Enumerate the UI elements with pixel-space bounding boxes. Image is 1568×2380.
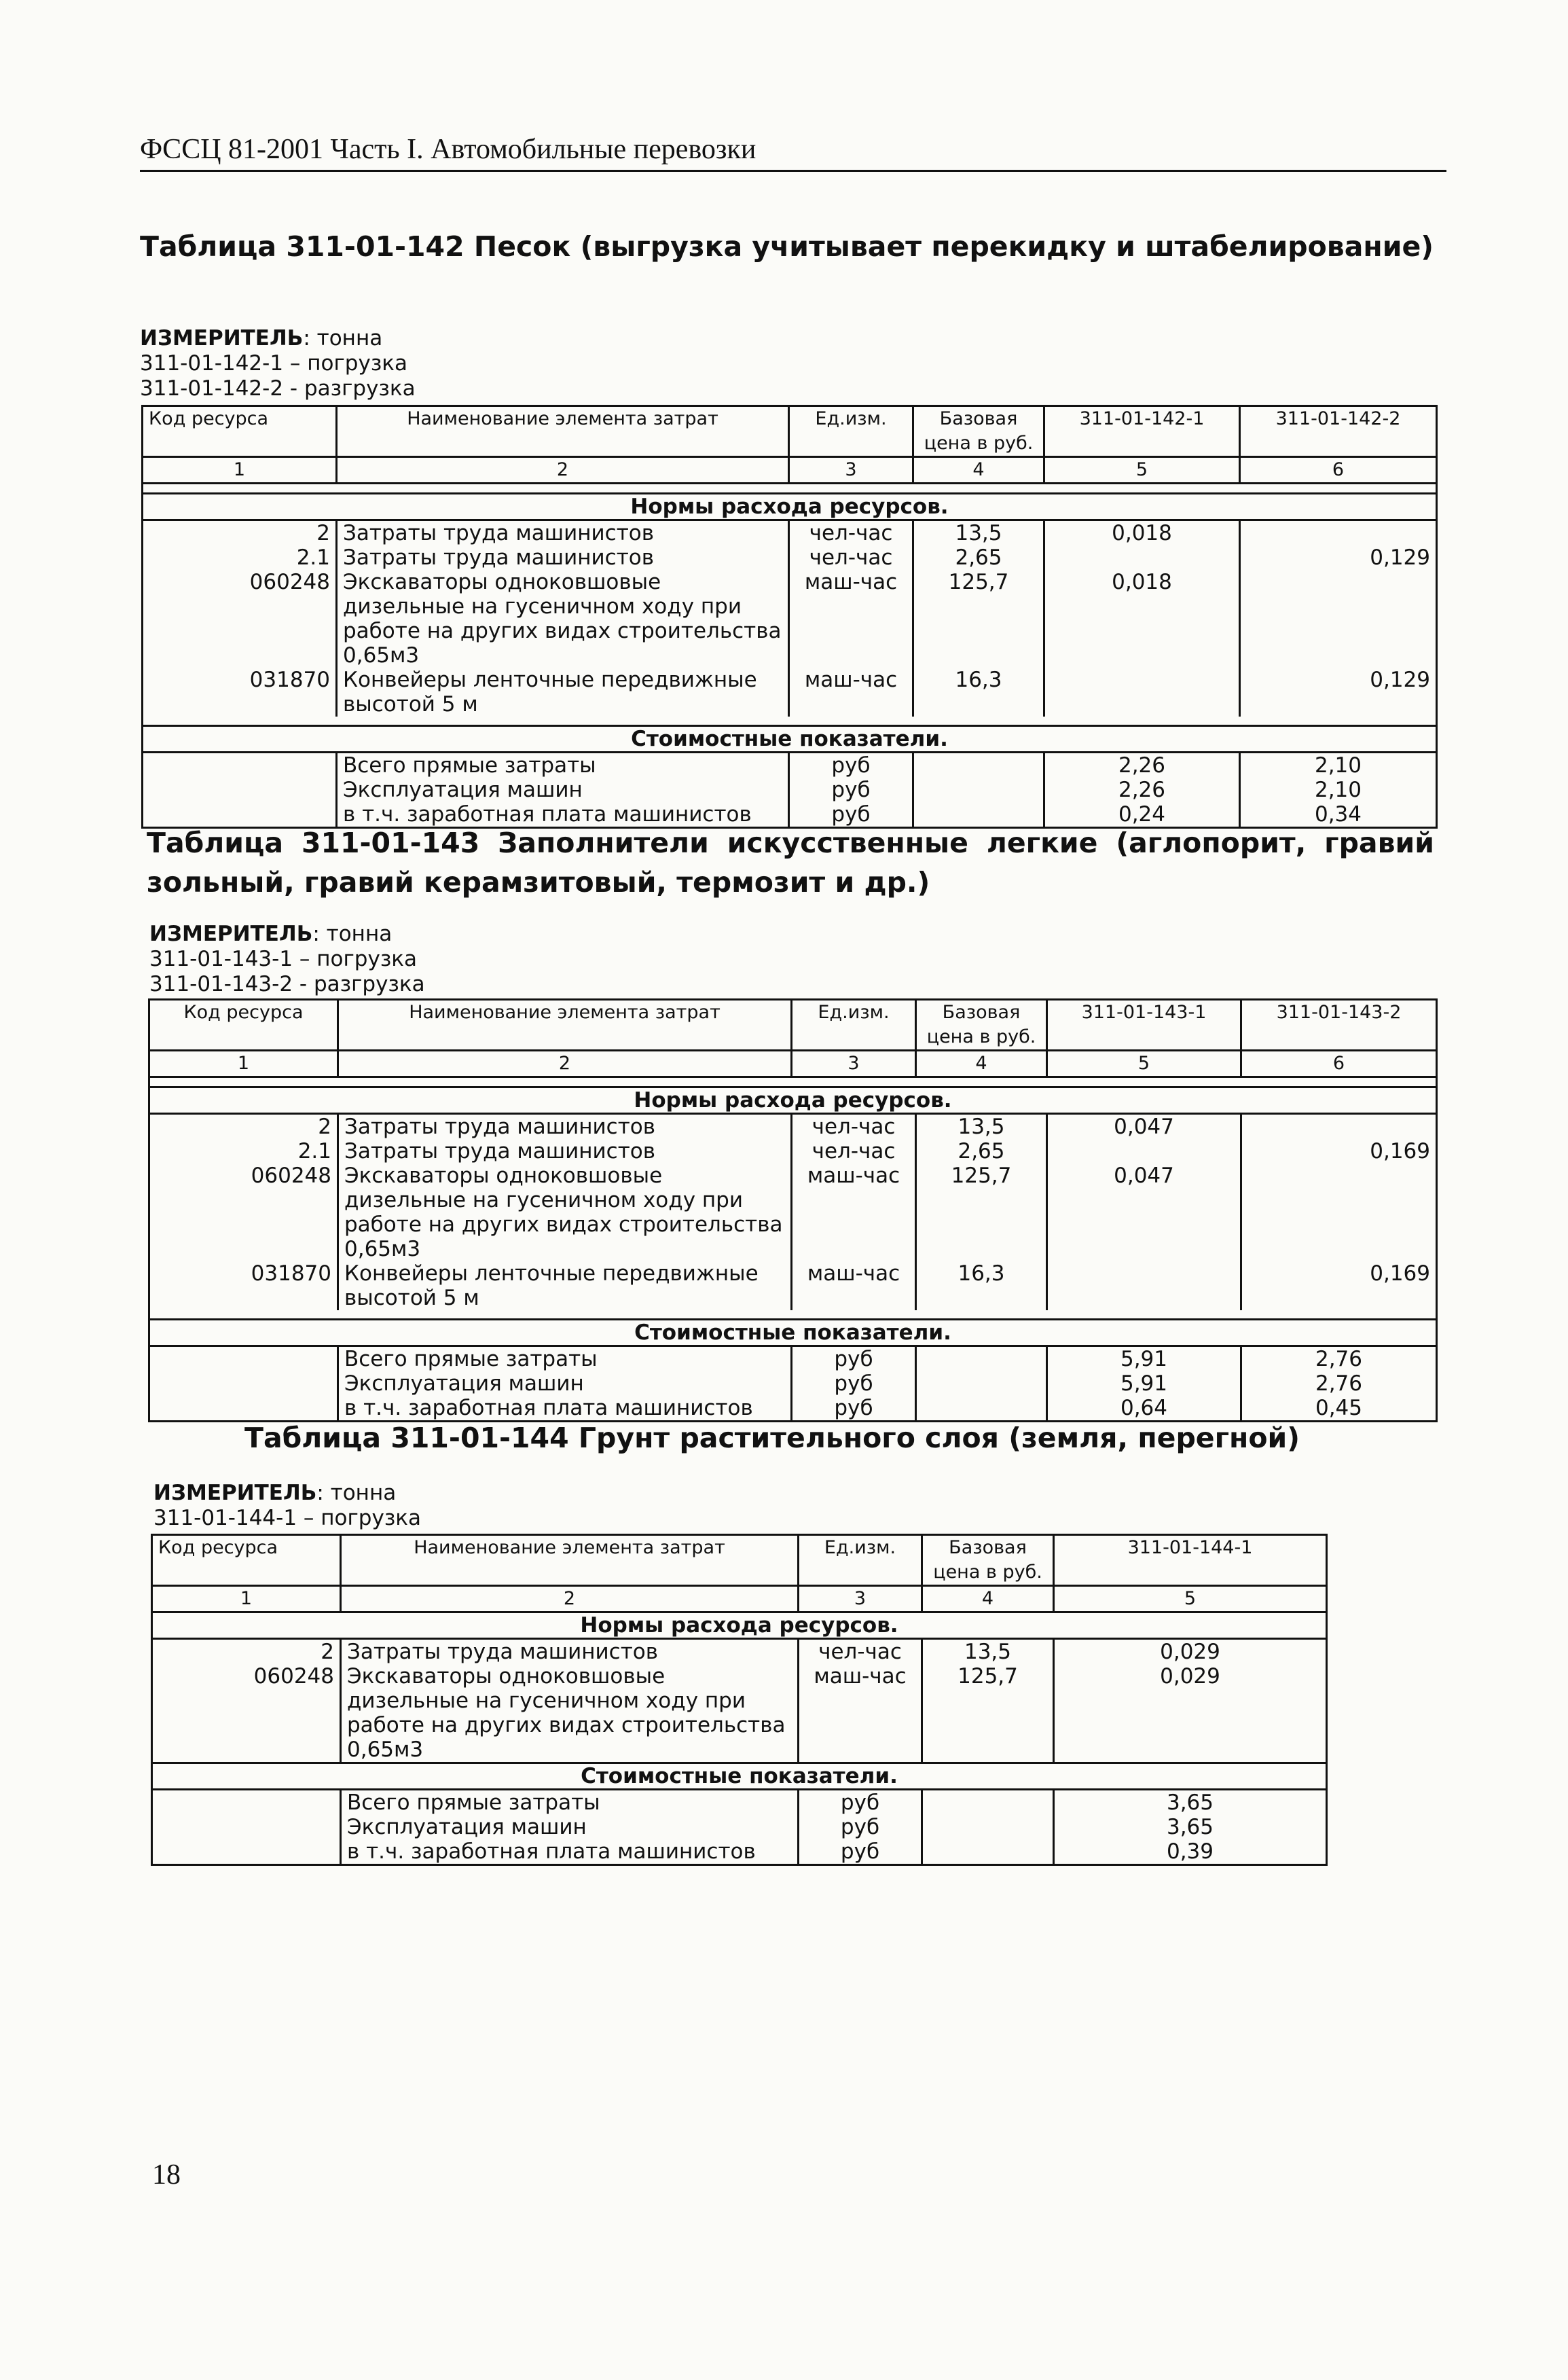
table-row bbox=[149, 1371, 1437, 1396]
table-meta bbox=[140, 326, 416, 401]
value-col5 bbox=[1047, 1139, 1241, 1164]
cost-name: Эксплуатация машин bbox=[338, 1371, 792, 1396]
page-number: 18 bbox=[152, 2159, 181, 2190]
col-number: 6 bbox=[1240, 457, 1437, 484]
cost-name: Эксплуатация машин bbox=[337, 778, 789, 802]
unit: маш-час bbox=[792, 1261, 916, 1310]
col-number: 3 bbox=[799, 1586, 922, 1612]
col-header: Наименование элемента затрат bbox=[337, 406, 789, 457]
running-header: ФССЦ 81-2001 Часть I. Автомобильные перевозки bbox=[140, 133, 1446, 172]
code-line: 311-01-142-1 – погрузка bbox=[140, 351, 408, 376]
unit: руб bbox=[799, 1790, 922, 1816]
unit: чел-час bbox=[792, 1139, 916, 1164]
resource-code: 060248 bbox=[149, 1164, 338, 1261]
resource-code: 2 bbox=[143, 520, 337, 546]
cost-name: Всего прямые затраты bbox=[337, 753, 789, 778]
value-col5: 0,018 bbox=[1044, 520, 1240, 546]
table-row bbox=[143, 778, 1437, 802]
resource-name: Затраты труда машинистов bbox=[338, 1114, 792, 1140]
value-col5: 0,047 bbox=[1047, 1114, 1241, 1140]
value-col6: 0,34 bbox=[1240, 802, 1437, 828]
column-number-row bbox=[152, 1586, 1327, 1612]
value-col6: 0,169 bbox=[1241, 1139, 1437, 1164]
value-col5: 0,39 bbox=[1054, 1839, 1327, 1865]
unit: руб bbox=[799, 1839, 922, 1865]
unit: маш-час bbox=[792, 1164, 916, 1261]
value-col6: 2,76 bbox=[1241, 1346, 1437, 1372]
section-costs: Стоимостные показатели. bbox=[152, 1763, 1327, 1790]
value-col6: 2,76 bbox=[1241, 1371, 1437, 1396]
table-row bbox=[149, 1396, 1437, 1422]
table-row bbox=[143, 753, 1437, 778]
col-number: 2 bbox=[338, 1051, 792, 1077]
cost-name: в т.ч. заработная плата машинистов bbox=[341, 1839, 799, 1865]
unit: чел-час bbox=[789, 545, 913, 570]
meter-value: : тонна bbox=[312, 922, 393, 946]
value-col5: 3,65 bbox=[1054, 1790, 1327, 1816]
table-row bbox=[143, 668, 1437, 717]
value-col5: 5,91 bbox=[1047, 1346, 1241, 1372]
resource-code: 2.1 bbox=[143, 545, 337, 570]
table-meta bbox=[149, 922, 425, 997]
unit: маш-час bbox=[789, 570, 913, 668]
col-header: Код ресурса bbox=[149, 1000, 338, 1051]
col-number: 6 bbox=[1241, 1051, 1437, 1077]
cost-name: Эксплуатация машин bbox=[341, 1815, 799, 1839]
table-row bbox=[149, 1164, 1437, 1261]
resource-name: Затраты труда машинистов bbox=[337, 545, 789, 570]
col-header: 311-01-142-1 bbox=[1044, 406, 1240, 457]
col-number: 1 bbox=[149, 1051, 338, 1077]
base-price: 125,7 bbox=[916, 1164, 1047, 1261]
col-number: 2 bbox=[337, 457, 789, 484]
meter-value: : тонна bbox=[303, 326, 383, 350]
value-col6 bbox=[1241, 1114, 1437, 1140]
col-number: 5 bbox=[1047, 1051, 1241, 1077]
col-header: 311-01-142-2 bbox=[1240, 406, 1437, 457]
col-header: 311-01-144-1 bbox=[1054, 1535, 1327, 1586]
resource-name: Затраты труда машинистов bbox=[338, 1139, 792, 1164]
table-row bbox=[149, 1114, 1437, 1140]
col-header: Код ресурса bbox=[152, 1535, 341, 1586]
value-col6: 2,10 bbox=[1240, 778, 1437, 802]
table-row bbox=[149, 1261, 1437, 1310]
unit: руб bbox=[792, 1396, 916, 1422]
table-title: Таблица 311-01-143 Заполнители искусственные легкие (аглопорит, гравий зольный, гравий керамзитовый, термозит и др.) bbox=[147, 827, 1434, 899]
norm-table bbox=[148, 998, 1438, 1422]
code-line: 311-01-143-1 – погрузка bbox=[149, 947, 418, 971]
base-price: 16,3 bbox=[916, 1261, 1047, 1310]
table-row bbox=[152, 1639, 1327, 1665]
col-number: 3 bbox=[792, 1051, 916, 1077]
table-row bbox=[143, 545, 1437, 570]
unit: руб bbox=[792, 1371, 916, 1396]
unit: чел-час bbox=[799, 1639, 922, 1665]
value-col6: 0,45 bbox=[1241, 1396, 1437, 1422]
base-price: 125,7 bbox=[922, 1664, 1054, 1763]
table-row bbox=[149, 1139, 1437, 1164]
unit: руб bbox=[789, 778, 913, 802]
section-norms: Нормы расхода ресурсов. bbox=[143, 494, 1437, 520]
col-number: 4 bbox=[913, 457, 1044, 484]
value-col6: 2,10 bbox=[1240, 753, 1437, 778]
cost-name: Всего прямые затраты bbox=[341, 1790, 799, 1816]
table-row bbox=[149, 1346, 1437, 1372]
value-col6: 0,129 bbox=[1240, 545, 1437, 570]
value-col5: 0,047 bbox=[1047, 1164, 1241, 1261]
base-price: 13,5 bbox=[913, 520, 1044, 546]
col-number: 4 bbox=[916, 1051, 1047, 1077]
col-number: 2 bbox=[341, 1586, 799, 1612]
value-col6: 0,129 bbox=[1240, 668, 1437, 717]
value-col6 bbox=[1241, 1164, 1437, 1261]
base-price: 2,65 bbox=[916, 1139, 1047, 1164]
base-price: 2,65 bbox=[913, 545, 1044, 570]
table-title: Таблица 311-01-142 Песок (выгрузка учитывает перекидку и штабелирование) bbox=[140, 230, 1434, 263]
header-row bbox=[149, 1000, 1437, 1051]
col-number: 4 bbox=[922, 1586, 1054, 1612]
unit: маш-час bbox=[789, 668, 913, 717]
unit: руб bbox=[789, 802, 913, 828]
resource-name: Конвейеры ленточные передвижные высотой 5 м bbox=[337, 668, 789, 717]
column-number-row bbox=[149, 1051, 1437, 1077]
table-row bbox=[152, 1839, 1327, 1865]
spacer bbox=[143, 484, 1437, 494]
unit: чел-час bbox=[789, 520, 913, 546]
col-header: Наименование элемента затрат bbox=[338, 1000, 792, 1051]
table-title: Таблица 311-01-144 Грунт растительного слоя (земля, перегной) bbox=[244, 1422, 1300, 1454]
header-row bbox=[152, 1535, 1327, 1586]
code-line: 311-01-142-2 - разгрузка bbox=[140, 376, 416, 401]
col-header: Ед.изм. bbox=[792, 1000, 916, 1051]
base-price: 125,7 bbox=[913, 570, 1044, 668]
col-number: 5 bbox=[1044, 457, 1240, 484]
value-col5: 0,029 bbox=[1054, 1664, 1327, 1763]
resource-code: 2 bbox=[152, 1639, 341, 1665]
unit: руб bbox=[789, 753, 913, 778]
meter-label: ИЗМЕРИТЕЛЬ bbox=[140, 326, 304, 350]
value-col5: 5,91 bbox=[1047, 1371, 1241, 1396]
spacer bbox=[149, 1077, 1437, 1087]
col-header: Ед.изм. bbox=[789, 406, 913, 457]
col-header: Базовая цена в руб. bbox=[913, 406, 1044, 457]
section-costs: Стоимостные показатели. bbox=[149, 1320, 1437, 1346]
unit: руб bbox=[799, 1815, 922, 1839]
cost-name: в т.ч. заработная плата машинистов bbox=[337, 802, 789, 828]
unit: руб bbox=[792, 1346, 916, 1372]
col-header: Наименование элемента затрат bbox=[341, 1535, 799, 1586]
col-number: 1 bbox=[152, 1586, 341, 1612]
unit: чел-час bbox=[792, 1114, 916, 1140]
resource-code: 2 bbox=[149, 1114, 338, 1140]
value-col5: 0,018 bbox=[1044, 570, 1240, 668]
table-meta bbox=[153, 1481, 421, 1531]
value-col5: 2,26 bbox=[1044, 778, 1240, 802]
value-col5: 0,029 bbox=[1054, 1639, 1327, 1665]
column-number-row bbox=[143, 457, 1437, 484]
value-col5: 2,26 bbox=[1044, 753, 1240, 778]
section-norms: Нормы расхода ресурсов. bbox=[152, 1612, 1327, 1639]
spacer bbox=[149, 1310, 1437, 1320]
section-norms: Нормы расхода ресурсов. bbox=[149, 1087, 1437, 1114]
value-col6 bbox=[1240, 570, 1437, 668]
norm-table bbox=[141, 405, 1438, 829]
value-col6: 0,169 bbox=[1241, 1261, 1437, 1310]
resource-code: 060248 bbox=[143, 570, 337, 668]
value-col5 bbox=[1044, 668, 1240, 717]
table-row bbox=[143, 570, 1437, 668]
col-header: Базовая цена в руб. bbox=[916, 1000, 1047, 1051]
resource-code: 031870 bbox=[149, 1261, 338, 1310]
section-costs: Стоимостные показатели. bbox=[143, 726, 1437, 753]
resource-name: Конвейеры ленточные передвижные высотой 5 м bbox=[338, 1261, 792, 1310]
value-col5 bbox=[1047, 1261, 1241, 1310]
col-number: 1 bbox=[143, 457, 337, 484]
cost-name: в т.ч. заработная плата машинистов bbox=[338, 1396, 792, 1422]
resource-name: Экскаваторы одноковшовые дизельные на гусеничном ходу при работе на других видах строительства 0,65м3 bbox=[337, 570, 789, 668]
col-header: 311-01-143-2 bbox=[1241, 1000, 1437, 1051]
table-row bbox=[152, 1815, 1327, 1839]
resource-code: 2.1 bbox=[149, 1139, 338, 1164]
col-number: 5 bbox=[1054, 1586, 1327, 1612]
resource-name: Экскаваторы одноковшовые дизельные на гусеничном ходу при работе на других видах строительства 0,65м3 bbox=[341, 1664, 799, 1763]
table-row bbox=[143, 520, 1437, 546]
base-price: 13,5 bbox=[916, 1114, 1047, 1140]
meter-value: : тонна bbox=[316, 1481, 397, 1505]
resource-name: Затраты труда машинистов bbox=[337, 520, 789, 546]
code-line: 311-01-143-2 - разгрузка bbox=[149, 972, 425, 996]
value-col5: 0,64 bbox=[1047, 1396, 1241, 1422]
col-header: Ед.изм. bbox=[799, 1535, 922, 1586]
table-row bbox=[152, 1790, 1327, 1816]
value-col5: 0,24 bbox=[1044, 802, 1240, 828]
col-header: Код ресурса bbox=[143, 406, 337, 457]
value-col6 bbox=[1240, 520, 1437, 546]
meter-label: ИЗМЕРИТЕЛЬ bbox=[153, 1481, 317, 1505]
unit: маш-час bbox=[799, 1664, 922, 1763]
cost-name: Всего прямые затраты bbox=[338, 1346, 792, 1372]
base-price: 13,5 bbox=[922, 1639, 1054, 1665]
value-col5: 3,65 bbox=[1054, 1815, 1327, 1839]
meter-label: ИЗМЕРИТЕЛЬ bbox=[149, 922, 313, 946]
resource-name: Экскаваторы одноковшовые дизельные на гусеничном ходу при работе на других видах строительства 0,65м3 bbox=[338, 1164, 792, 1261]
code-line: 311-01-144-1 – погрузка bbox=[153, 1506, 422, 1530]
col-header: 311-01-143-1 bbox=[1047, 1000, 1241, 1051]
table-row bbox=[152, 1664, 1327, 1763]
resource-name: Затраты труда машинистов bbox=[341, 1639, 799, 1665]
resource-code: 060248 bbox=[152, 1664, 341, 1763]
value-col5 bbox=[1044, 545, 1240, 570]
base-price: 16,3 bbox=[913, 668, 1044, 717]
resource-code: 031870 bbox=[143, 668, 337, 717]
norm-table bbox=[151, 1534, 1328, 1866]
spacer bbox=[143, 717, 1437, 726]
col-header: Базовая цена в руб. bbox=[922, 1535, 1054, 1586]
header-row bbox=[143, 406, 1437, 457]
col-number: 3 bbox=[789, 457, 913, 484]
